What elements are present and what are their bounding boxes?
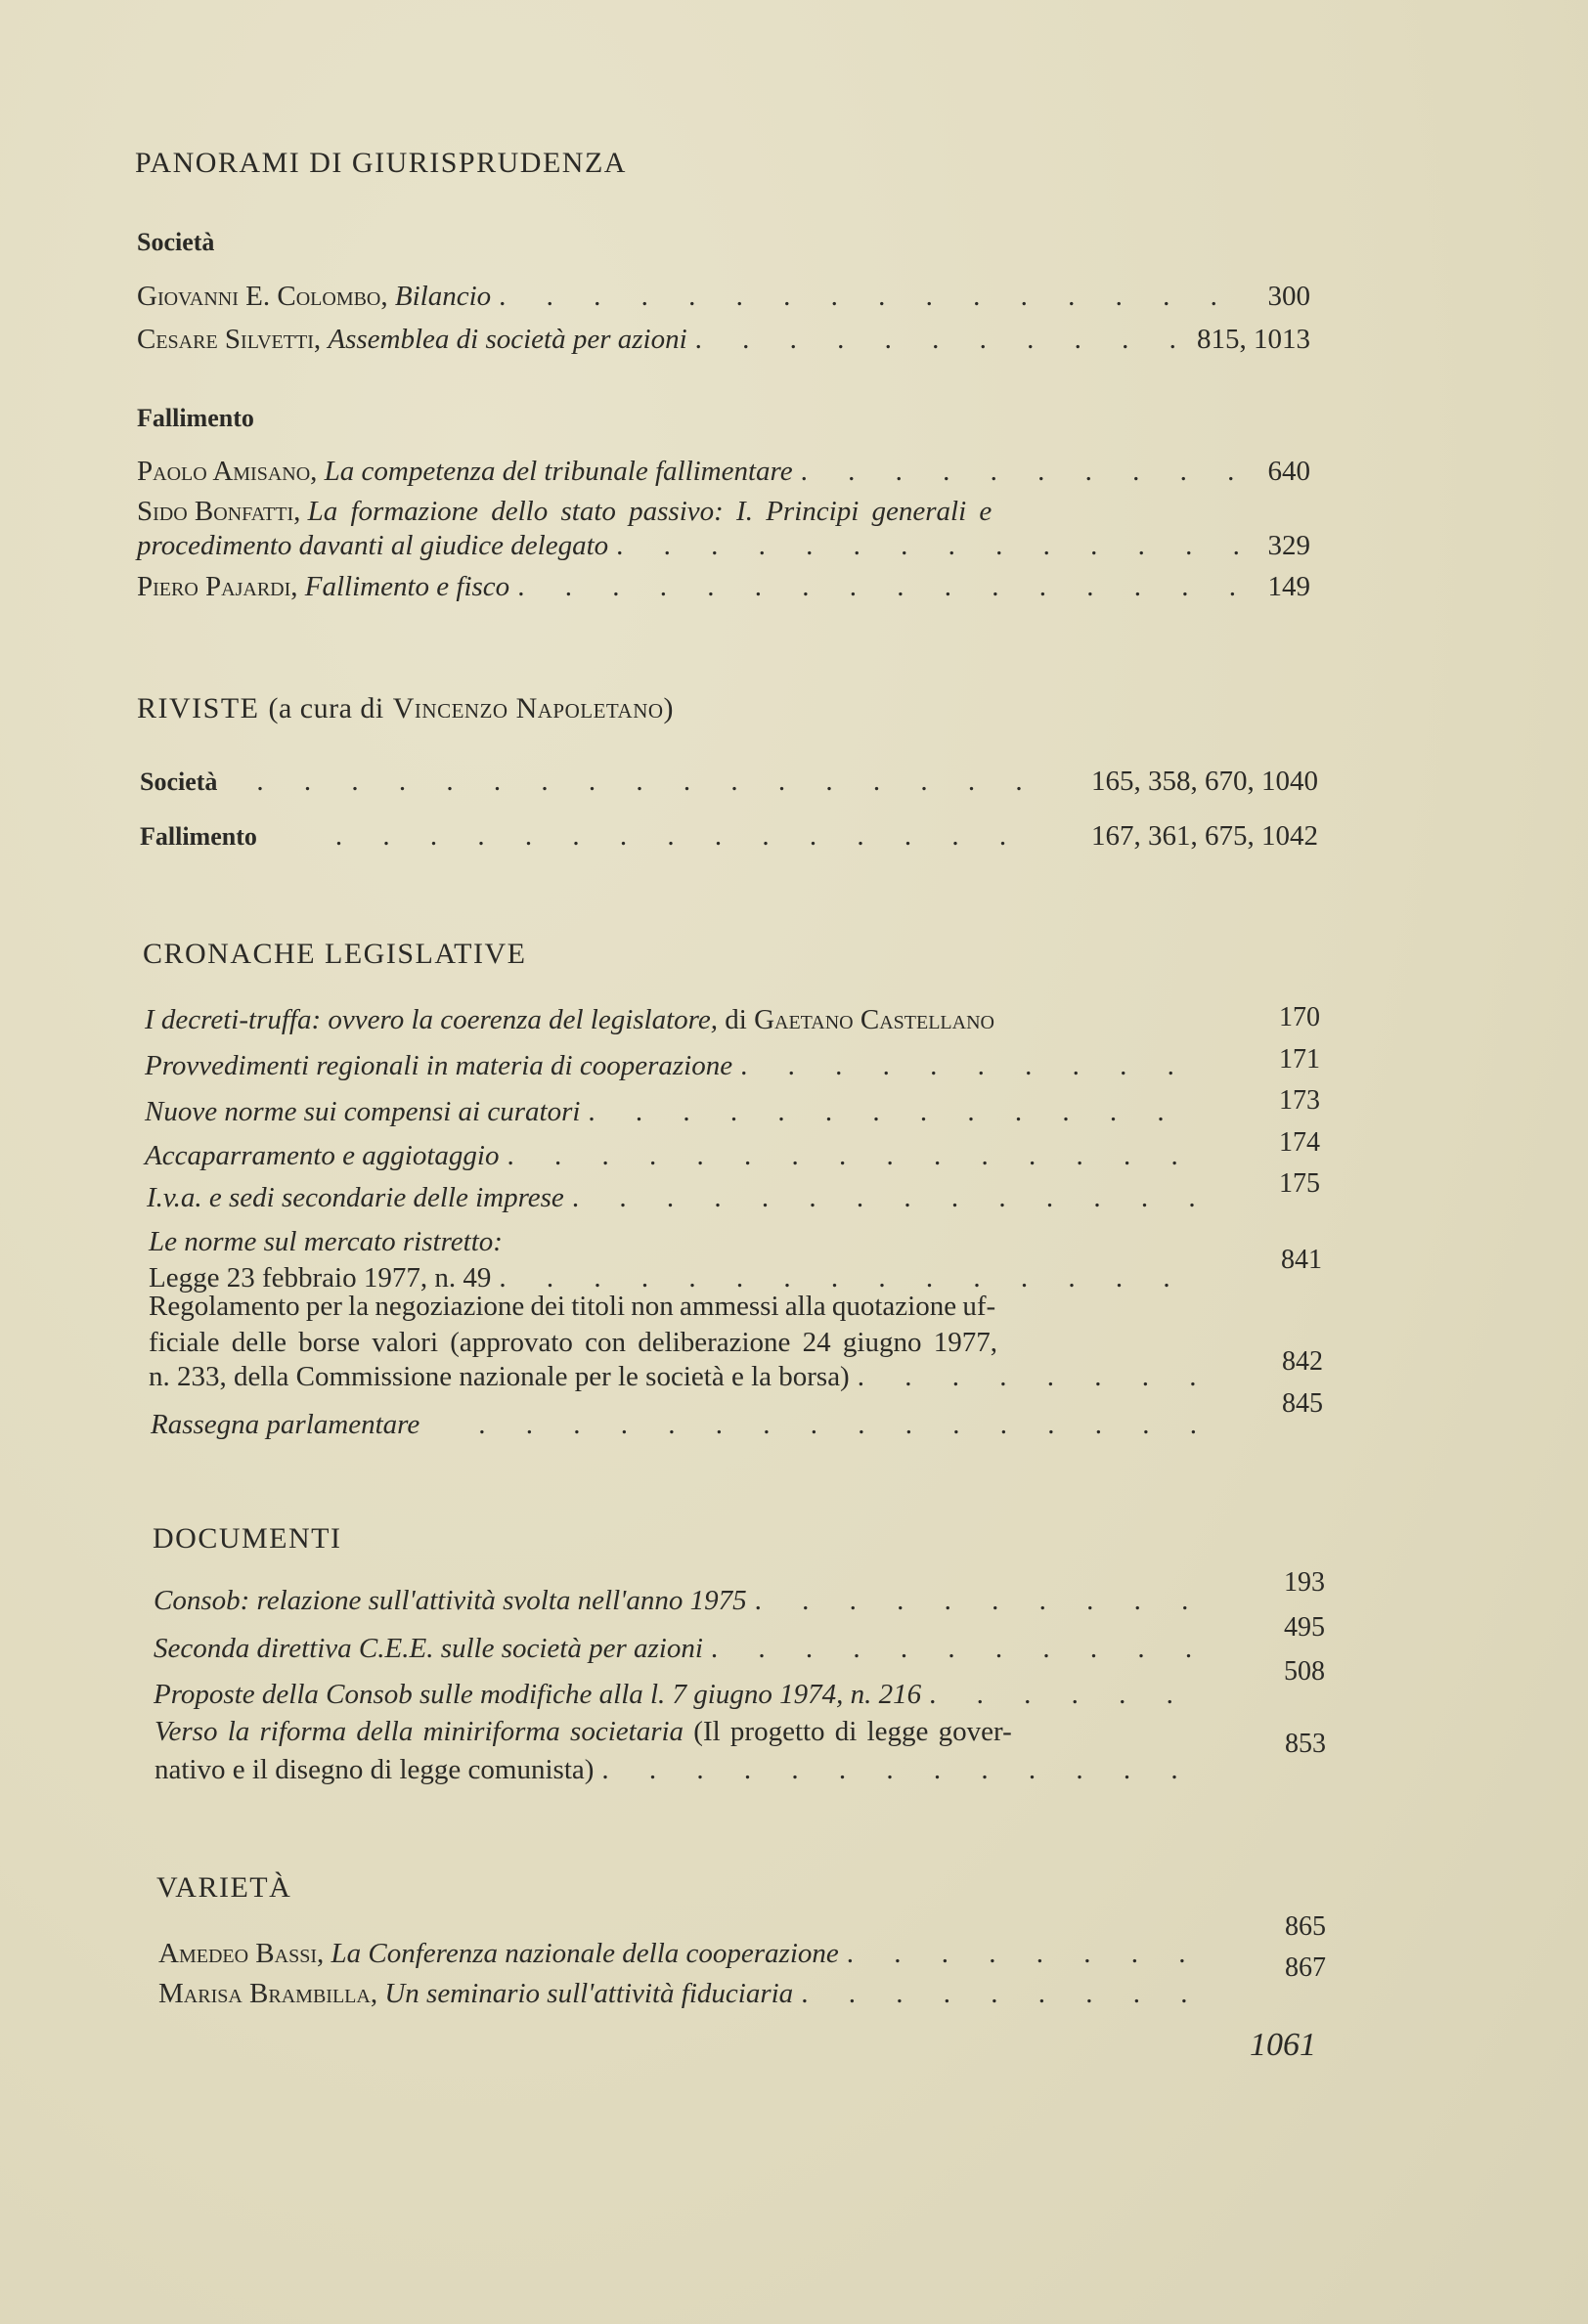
title: Le norme sul mercato ristretto: <box>149 1226 503 1257</box>
toc-entry-line <box>137 494 992 529</box>
page-number: 640 <box>1267 456 1310 487</box>
title: Provvedimenti regionali in materia di cooperazione <box>145 1050 733 1081</box>
dot-leader <box>747 1583 1201 1618</box>
dot-leader <box>491 279 1252 314</box>
by: di <box>725 1004 747 1035</box>
dot-leader <box>580 1094 1201 1129</box>
author: Piero Pajardi, <box>137 571 298 602</box>
title-continued: nativo e il disegno di legge comunista) <box>154 1754 595 1785</box>
page-number: 193 <box>1284 1567 1325 1598</box>
dot-leader <box>793 454 1242 489</box>
section-heading-riviste <box>137 692 674 725</box>
author: Gaetano Castellano <box>754 1004 994 1035</box>
toc-entry-line: Regolamento per la negoziazione dei titoli non ammessi alla quotazione uf- <box>149 1291 996 1322</box>
toc-entry <box>158 1936 1201 1971</box>
toc-entry <box>158 1976 1201 2011</box>
title: Assemblea di società per azioni <box>328 324 687 355</box>
toc-entry <box>154 1677 1201 1712</box>
dot-leader <box>499 1138 1201 1173</box>
section-heading-varieta: VARIETÀ <box>156 1871 292 1904</box>
title: Accaparramento e aggiotaggio <box>145 1140 500 1171</box>
heading-note: (a cura di <box>268 692 384 724</box>
toc-entry <box>140 818 1318 855</box>
page-number: 508 <box>1284 1656 1325 1687</box>
page-number: 167, 361, 675, 1042 <box>1091 820 1318 852</box>
page-number: 815, 1013 <box>1197 324 1310 355</box>
title: Nuove norme sui compensi ai curatori <box>145 1096 581 1127</box>
toc-entry <box>154 1583 1201 1618</box>
section-heading-panorami: PANORAMI DI GIURISPRUDENZA <box>135 147 627 179</box>
dot-leader <box>419 1407 1201 1442</box>
dot-leader <box>732 1048 1201 1083</box>
toc-entry <box>145 1002 994 1037</box>
toc-entry <box>145 1094 1201 1129</box>
page-number: 495 <box>1284 1612 1325 1643</box>
author: Marisa Brambilla, <box>158 1978 378 2009</box>
heading-note-name: Vincenzo Napoletano) <box>392 692 675 724</box>
subsection-societa: Società <box>137 228 215 256</box>
page-number: 300 <box>1267 281 1310 312</box>
toc-entry-line <box>149 1224 503 1259</box>
title: Bilancio <box>394 281 492 312</box>
page-number: 329 <box>1267 530 1310 561</box>
title-continued: n. 233, della Commissione nazionale per le società e la borsa) <box>149 1361 850 1392</box>
toc-entry <box>154 1631 1201 1666</box>
dot-leader <box>564 1180 1201 1215</box>
page-number: 173 <box>1279 1085 1320 1116</box>
title: La competenza del tribunale fallimentare <box>324 456 793 487</box>
dot-leader <box>594 1752 1201 1787</box>
title: I decreti-truffa: ovvero la coerenza del legislatore, <box>145 1004 719 1035</box>
toc-entry <box>145 1048 1201 1083</box>
section-heading-documenti: DOCUMENTI <box>153 1522 342 1555</box>
dot-leader <box>839 1936 1201 1971</box>
title: Consob: relazione sull'attività svolta nell'anno 1975 <box>154 1585 747 1616</box>
dot-leader <box>850 1359 1201 1394</box>
toc-entry-line <box>154 1714 1012 1749</box>
author: Sido Bonfatti, <box>137 496 301 527</box>
page-number: 165, 358, 670, 1040 <box>1091 766 1318 797</box>
title: Rassegna parlamentare <box>151 1409 420 1440</box>
label: Fallimento <box>140 822 257 851</box>
toc-entry <box>137 454 1310 489</box>
dot-leader <box>217 764 1042 799</box>
title: Fallimento e fisco <box>304 571 510 602</box>
label: Società <box>140 767 218 796</box>
title-continued: Legge 23 febbraio 1977, n. 49 <box>149 1262 492 1294</box>
page-number: 174 <box>1279 1127 1320 1158</box>
title: La formazione dello stato passivo: I. Principi generali e <box>307 496 992 527</box>
title: Un seminario sull'attività fiduciaria <box>384 1978 794 2009</box>
dot-leader <box>509 569 1242 604</box>
section-heading-cronache: CRONACHE LEGISLATIVE <box>143 938 527 970</box>
title: Verso la riforma della miniriforma societaria <box>154 1716 684 1747</box>
title-rest: (Il progetto di legge gover- <box>693 1716 1012 1747</box>
author: Giovanni E. Colombo, <box>137 281 388 312</box>
dot-leader <box>703 1631 1201 1666</box>
toc-entry <box>137 528 1310 563</box>
toc-entry <box>137 279 1310 314</box>
toc-entry-line: ficiale delle borse valori (approvato con deliberazione 24 giugno 1977, <box>149 1327 997 1358</box>
page-number: 149 <box>1267 571 1310 602</box>
page-number: 842 <box>1282 1346 1323 1377</box>
page-number: 865 <box>1285 1911 1326 1942</box>
title: Proposte della Consob sulle modifiche alla l. 7 giugno 1974, n. 216 <box>154 1679 922 1710</box>
page-number: 853 <box>1285 1729 1326 1759</box>
toc-entry <box>151 1407 1201 1442</box>
page-folio: 1061 <box>1250 2027 1316 2063</box>
dot-leader <box>687 322 1187 357</box>
dot-leader <box>921 1677 1201 1712</box>
dot-leader <box>257 818 1042 854</box>
dot-leader <box>793 1976 1201 2011</box>
page-number: 170 <box>1279 1002 1320 1032</box>
toc-entry <box>149 1359 1201 1394</box>
author: Cesare Silvetti, <box>137 324 322 355</box>
page-number: 867 <box>1285 1952 1326 1983</box>
heading-text: RIVISTE <box>137 692 260 724</box>
title: Seconda direttiva C.E.E. sulle società per azioni <box>154 1633 703 1664</box>
toc-entry <box>137 322 1310 357</box>
page-number: 175 <box>1279 1168 1320 1199</box>
page-number: 845 <box>1282 1388 1323 1419</box>
page-number: 171 <box>1279 1044 1320 1074</box>
toc-entry <box>137 569 1310 604</box>
toc-entry <box>154 1752 1201 1787</box>
toc-entry <box>145 1138 1201 1173</box>
author: Paolo Amisano, <box>137 456 318 487</box>
subsection-fallimento: Fallimento <box>137 404 254 432</box>
page-number: 841 <box>1281 1245 1322 1275</box>
title-continued: procedimento davanti al giudice delegato <box>137 530 609 561</box>
title: I.v.a. e sedi secondarie delle imprese <box>147 1182 564 1213</box>
dot-leader <box>608 528 1242 563</box>
author: Amedeo Bassi, <box>158 1938 325 1969</box>
toc-entry <box>140 764 1318 800</box>
title: La Conferenza nazionale della cooperazione <box>331 1938 839 1969</box>
toc-entry <box>147 1180 1201 1215</box>
